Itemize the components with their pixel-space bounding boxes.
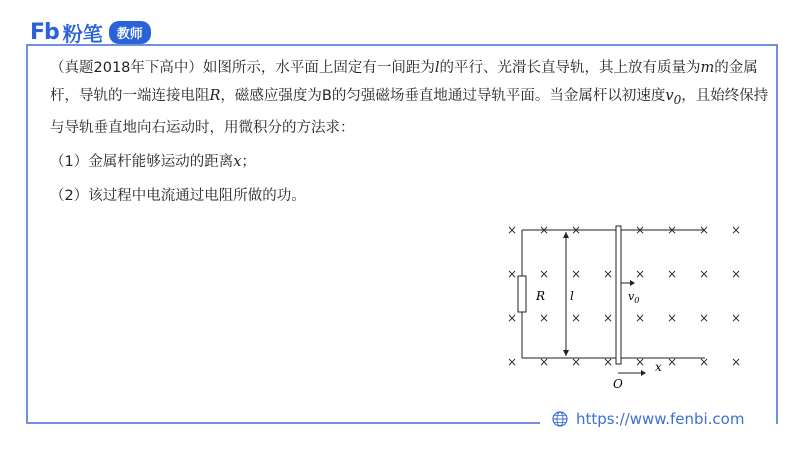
logo-brand: 粉笔 [62, 22, 103, 46]
field-cross: × [730, 223, 742, 237]
field-cross: × [506, 223, 518, 237]
field-cross: × [570, 267, 582, 281]
field-cross: × [538, 223, 550, 237]
label-l: l [570, 289, 574, 303]
logo-badge: 教师 [109, 21, 151, 44]
var-R: R [209, 88, 221, 104]
field-cross: × [570, 223, 582, 237]
footer-url [552, 410, 744, 428]
field-cross: × [634, 311, 646, 325]
field-cross: × [634, 355, 646, 369]
field-cross: × [506, 311, 518, 325]
field-cross: × [634, 267, 646, 281]
field-cross: × [666, 223, 678, 237]
fenbi-logo [30, 18, 151, 47]
label-x: x [655, 360, 662, 374]
footer-url-text: https://www.fenbi.com [576, 410, 745, 428]
field-cross: × [570, 311, 582, 325]
frame-bottom-border [26, 422, 540, 424]
field-cross: × [698, 267, 710, 281]
field-cross: × [602, 311, 614, 325]
field-cross: × [538, 355, 550, 369]
field-cross: × [506, 267, 518, 281]
logo-mark: Fb [30, 20, 59, 45]
field-cross: × [730, 311, 742, 325]
resistor [518, 276, 526, 312]
field-cross: × [538, 311, 550, 325]
problem-text [50, 54, 780, 210]
field-cross: × [570, 355, 582, 369]
field-cross: × [698, 355, 710, 369]
label-v0: $v_0$ [628, 290, 640, 305]
label-O: O [613, 377, 623, 391]
var-v0: v [665, 88, 674, 104]
field-cross: × [730, 267, 742, 281]
metal-rod [616, 226, 621, 364]
label-R: R [536, 289, 546, 303]
field-cross: × [538, 267, 550, 281]
var-m: m [700, 60, 715, 76]
var-l: l [434, 60, 440, 76]
globe-icon [552, 411, 568, 427]
field-cross: × [730, 355, 742, 369]
field-cross: × [602, 355, 614, 369]
problem-intro: （真题2018年下高中）如图所示，水平面上固定有一间距为l的平行、光滑长直导轨，其上放有质量为m的金属杆，导轨的一端连接电阻R，磁感应强度为B的匀强磁场垂直地通过导轨平面。当金属杆以初速度$v_0$，且始终保持与导轨垂直地向右运动时，用微积分的方法求： [50, 60, 769, 136]
field-cross: × [666, 267, 678, 281]
field-cross: × [602, 267, 614, 281]
field-cross: × [634, 223, 646, 237]
field-cross: × [666, 355, 678, 369]
question-2: （2）该过程中电流通过电阻所做的功。 [50, 187, 306, 204]
field-cross: × [698, 223, 710, 237]
question-1: （1）金属杆能够运动的距离x； [50, 153, 256, 170]
field-cross: × [506, 355, 518, 369]
frame-left-border [26, 44, 28, 424]
field-cross: × [698, 311, 710, 325]
var-x: x [233, 153, 242, 170]
field-cross: × [666, 311, 678, 325]
circuit-figure [500, 218, 760, 396]
